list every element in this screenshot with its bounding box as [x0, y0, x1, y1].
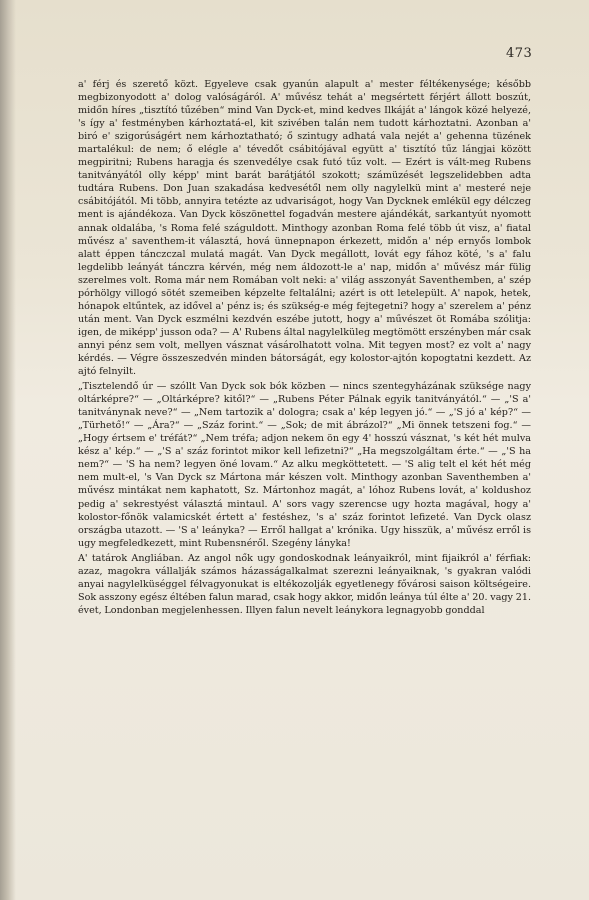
paragraph-3: A' tatárok Angliában. Az angol nők ugy gondoskodnak leányaikról, mint fijaikról a' férfiak: azaz, magokra vállalják számos házasságalkalmat szerezni leányaiknak, 's gyakran valódi anyai nagylelküséggel félvagyonukat is eltékozolják egyetlenegy fővárosi saison költségeire. Sok asszony egész éltében falun marad, csak hogy akkor, midőn leánya túl élte a' 20. vagy 21. évet, Londonban megjelenhessen. Illyen falun nevelt leánykora legnagyobb gonddal	[78, 552, 531, 616]
page-number: 473	[506, 46, 533, 61]
paragraph-2: „Tisztelendő úr — szóllt Van Dyck sok bók közben — nincs szentegyházának szüksége nagy oltárképre?“ — „Oltárképre? kitől?“ — „Rubens Péter Pálnak egyik tanitványától.“ — „'S a' tanitványnak neve?“ — „Nem tartozik a' dologra; csak a' kép legyen jó.“ — „'S jó a' kép?“ — „Türhető!“ — „Ára?“ — „Száz forint.“ — „Sok; de mit ábrázol?“ „Mi önnek tetszeni fog.“ — „Hogy értsem e' tréfát?“ „Nem tréfa; adjon nekem ön egy 4' hosszú vásznat, 's két hét mulva kész a' kép.“ — „'S a' száz forintot mikor kell lefizetni?“ „Ha megszolgáltam érte.“ — „'S ha nem?“ — 'S ha nem? legyen öné lovam.“ Az alku megköttetett. — 'S alig telt el két hét még nem mult-el, 's Van Dyck sz Mártona már készen volt. Minthogy azonban Saventhemben a' művész mintákat nem kaphatott, Sz. Mártonhoz magát, a' lóhoz Rubens lovát, a' koldushoz pedig a' sekrestyést választá mintaul. A' sors vagy szerencse ugy hozta magával, hogy a' kolostor-főnök valamicskét értett a' festéshez, 's a' száz forintot lefizeté. Van Dyck olasz országba utazott. — 'S a' leányka? — Erről hallgat a' krónika. Ugy hisszük, a' művész erről is ugy megfeledkezett, mint Rubensnéről. Szegény lányka!	[78, 381, 531, 549]
body-text	[78, 78, 531, 617]
page-binding-shadow	[0, 0, 16, 900]
paragraph-1: a' férj és szerető közt. Egyeleve csak gyanún alapult a' mester féltékenysége; később megbizonyodott a' dolog valóságáról. A' művész tehát a' megsértett férjért állott boszút, midőn híres „tisztító tűzében“ mind Van Dyck-et, mind kedves Ilkáját a' lángok közé helyezé, 's így a' festményben kárhoztatá-el, kit szivében talán nem tudott kárhoztatni. Azonban a' biró e' szigorúságért nem kárhoztatható; ő szintugy adhatá vala nejét a' gehenna tüzének martalékul: de nem; ő elégle a' tévedőt csábitójával együtt a' tisztító tűz lángjai között megpiritni; Rubens haragja és szenvedélye csak futó tűz volt. — Ezért is vált-meg Rubens tanitványától olly képp' mint barát barátjától szokott; számüzését legszelidebben adta tudtára Rubens. Don Juan szakadása kedvesétől nem olly nagylelkü mint a' mesteré neje csábitójától. Mi több, annyira tetézte az udvariságot, hogy Van Dycknek emlékül egy délczeg ment is ajándékoza. Van Dyck köszönettel fogadván mestere ajándékát, sarkantyút nyomott annak oldalába, 's Roma felé száguldott. Minthogy azonban Roma felé több út visz, a' fiatal művész a' saventhem-it választá, hová ünnepnapon érkezett, midőn a' nép ernyős lombok alatt éppen tánczczal mulatá magát. Van Dyck megállott, lovát egy fához köté, 's a' falu legdelibb leányát tánczra kérvén, még nem áldozott-le a' nap, midőn a' művész már fülig szerelmes volt. Roma már nem Romában volt neki: a' világ asszonyát Saventhemben, a' szép pórhölgy villogó sötét szemeiben képzelte feltalálni; azért is ott letelepült. A' napok, hetek, hónapok eltűntek, az idővel a' pénz is; és szükség-e még fejtegetni? hogy a' szerelem a' pénz után ment. Van Dyck eszmélni kezdvén eszébe jutott, hogy a' művészet öt Romába szólitja: igen, de miképp' jusson oda? — A' Rubens által nagylelküleg megtömött erszényben már csak annyi pénz sem volt, mellyen vásznat vásárolhatott volna. Mit tegyen most? ez volt a' nagy kérdés. — Végre összeszedvén minden bátorságát, egy kolostor-ajtón kopogtatni kezdett. Az ajtó felnyilt.	[78, 79, 531, 378]
